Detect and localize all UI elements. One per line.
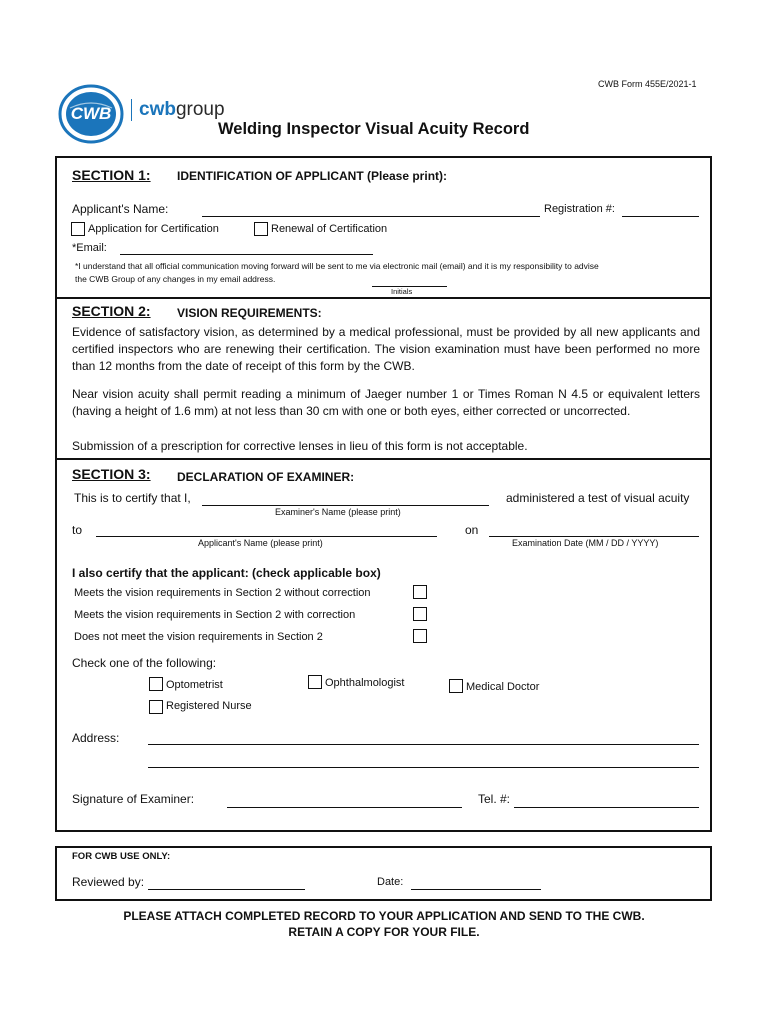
option-without-label: Meets the vision requirements in Section 2 without correction: [74, 587, 371, 599]
cwb-use-heading: FOR CWB USE ONLY:: [72, 851, 171, 862]
email-notice-line1: *I understand that all official communication moving forward will be sent to me via electronic mail (email) and it is my responsibility to advise: [75, 261, 599, 271]
option-with-label: Meets the vision requirements in Section 2 with correction: [74, 609, 356, 621]
logo-badge-text: CWB: [70, 104, 112, 123]
option-without-checkbox[interactable]: [413, 585, 427, 599]
ophthalmologist-label: Ophthalmologist: [325, 677, 405, 689]
section1-label: SECTION 1:: [72, 167, 151, 183]
logo-brand: [139, 99, 225, 121]
tel-field[interactable]: [514, 807, 699, 808]
section2-heading: VISION REQUIREMENTS:: [177, 306, 322, 320]
section2-label: SECTION 2:: [72, 303, 151, 319]
section1-heading: IDENTIFICATION OF APPLICANT (Please print):: [177, 169, 448, 183]
check-one-label: Check one of the following:: [72, 656, 217, 670]
exam-date-caption: Examination Date (MM / DD / YYYY): [512, 538, 659, 548]
option-with-checkbox[interactable]: [413, 607, 427, 621]
applicant-name-label: Applicant's Name:: [72, 202, 169, 216]
optometrist-checkbox[interactable]: [149, 677, 163, 691]
vision-paragraph-1: Evidence of satisfactory vision, as determined by a medical professional, must be provided by all new applicants and certified inspectors who are renewing their certification. The vision examination must have been performed no more than 12 months from the date of receipt of this form by the CWB.: [72, 325, 700, 373]
ophthalmologist-checkbox[interactable]: [308, 675, 322, 689]
cwb-date-label: Date:: [377, 876, 404, 888]
cwb-logo: [58, 84, 124, 144]
certify-suffix: administered a test of visual acuity: [506, 491, 690, 505]
email-notice-line2: the CWB Group of any changes in my email address.: [75, 274, 276, 284]
applicant-name-field[interactable]: [202, 216, 540, 217]
renewal-checkbox[interactable]: [254, 222, 268, 236]
tel-label: Tel. #:: [478, 792, 511, 806]
application-label: Application for Certification: [88, 223, 219, 235]
section3-label: SECTION 3:: [72, 466, 151, 482]
logo-brand-light: group: [175, 99, 225, 120]
application-checkbox[interactable]: [71, 222, 85, 236]
logo-brand-bold: cwb: [139, 99, 176, 120]
section3-heading: DECLARATION OF EXAMINER:: [177, 470, 355, 484]
on-label: on: [465, 523, 479, 537]
applicant-name-field-2[interactable]: [96, 536, 437, 537]
option-not-checkbox[interactable]: [413, 629, 427, 643]
address-label: Address:: [72, 731, 120, 745]
examiner-name-caption: Examiner's Name (please print): [275, 507, 401, 517]
registration-label: Registration #:: [544, 203, 615, 215]
renewal-label: Renewal of Certification: [271, 223, 388, 235]
medical-doctor-label: Medical Doctor: [466, 681, 540, 693]
registered-nurse-label: Registered Nurse: [166, 700, 252, 712]
option-not-label: Does not meet the vision requirements in Section 2: [74, 631, 323, 643]
also-certify-heading: I also certify that the applicant: (check applicable box): [72, 566, 381, 580]
section-divider-1: [55, 297, 712, 299]
certify-prefix: This is to certify that I,: [74, 491, 191, 505]
optometrist-label: Optometrist: [166, 679, 223, 691]
page-title: Welding Inspector Visual Acuity Record: [218, 120, 530, 138]
initials-caption: Initials: [391, 287, 413, 296]
applicant-name-caption: Applicant's Name (please print): [198, 538, 323, 548]
address-field-line2[interactable]: [148, 767, 699, 768]
medical-doctor-checkbox[interactable]: [449, 679, 463, 693]
to-label: to: [72, 523, 83, 537]
footer-line1: PLEASE ATTACH COMPLETED RECORD TO YOUR APPLICATION AND SEND TO THE CWB.: [123, 909, 645, 923]
reviewed-by-field[interactable]: [148, 889, 305, 890]
form-number: CWB Form 455E/2021-1: [598, 79, 697, 89]
signature-label: Signature of Examiner:: [72, 792, 195, 806]
exam-date-field[interactable]: [489, 536, 699, 537]
signature-field[interactable]: [227, 807, 462, 808]
email-field[interactable]: [120, 254, 373, 255]
footer-line2: RETAIN A COPY FOR YOUR FILE.: [288, 925, 480, 939]
address-field-line1[interactable]: [148, 744, 699, 745]
registered-nurse-checkbox[interactable]: [149, 700, 163, 714]
examiner-name-field[interactable]: [202, 505, 489, 506]
registration-field[interactable]: [622, 216, 699, 217]
vision-paragraph-3: Submission of a prescription for corrective lenses in lieu of this form is not acceptable.: [72, 439, 528, 453]
email-label: *Email:: [72, 242, 107, 254]
reviewed-by-label: Reviewed by:: [72, 875, 145, 889]
cwb-date-field[interactable]: [411, 889, 541, 890]
section-divider-2: [55, 458, 712, 460]
logo-divider: [131, 99, 132, 121]
vision-paragraph-2: Near vision acuity shall permit reading a minimum of Jaeger number 1 or Times Roman N 4.5 or equivalent letters (having a height of 1.6 mm) at not less than 30 cm with one or both eyes, either corrected or uncorrected.: [72, 387, 700, 418]
